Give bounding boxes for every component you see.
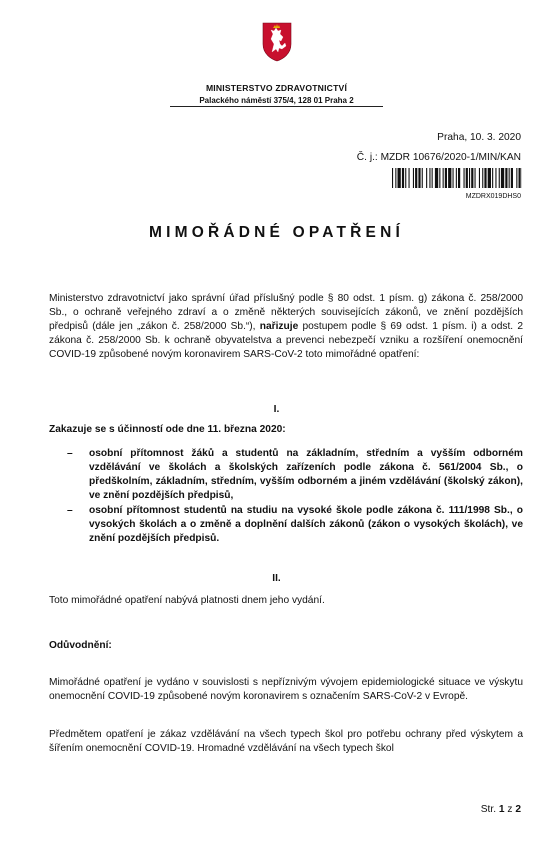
barcode-bar [516, 168, 517, 188]
page-number [481, 804, 521, 815]
barcode-bar [495, 168, 496, 188]
list-item [67, 447, 523, 503]
barcode-bar [471, 168, 473, 188]
barcode-bar [456, 168, 457, 188]
barcode [392, 168, 522, 188]
header-divider [170, 106, 383, 107]
barcode-bar [418, 168, 420, 188]
barcode-text: MZDRX019DHS0 [465, 193, 521, 200]
barcode-bar [505, 168, 507, 188]
ministry-address: Palackého náměstí 375/4, 128 01 Praha 2 [199, 96, 354, 105]
barcode-bar [488, 168, 491, 188]
barcode-bar [392, 168, 393, 188]
dash-bullet: – [67, 505, 73, 516]
barcode-bar [499, 168, 500, 188]
validity-paragraph: Toto mimořádné opatření nabývá platnosti dnem jeho vydání. [49, 595, 325, 606]
barcode-bar [395, 168, 396, 188]
list-item-text: osobní přítomnost žáků a studentů na základním, středním a vyšším odborném vzdělávání ve školách a školských zařízeních podle zákona č. 561/2004 Sb., o předškolním, základním, středním, vyšším odborném a jiném vzdělávání (školský zákon), ve znění pozdějších předpisů, [89, 448, 523, 501]
section-1-heading: Zakazuje se s účinností ode dne 11. března 2020: [49, 424, 286, 435]
prohibition-list [67, 447, 523, 547]
barcode-bar [453, 168, 454, 188]
barcode-bar [405, 168, 406, 188]
justification-paragraph-2: Předmětem opatření je zákaz vzdělávání na všech typech škol pro potřebu ochrany před výskytem a šířením onemocnění COVID-19. Hromadné vzdělávání na všech typech škol [49, 729, 523, 754]
barcode-bar [432, 168, 433, 188]
justification-paragraph-1: Mimořádné opatření je vydáno v souvislosti s nepříznivým vývojem epidemiologické situace ve výskytu onemocnění COVID-19 způsobené novým koronavirem s označením SARS-CoV-2 v Evropě. [49, 677, 523, 702]
barcode-bar [426, 168, 427, 188]
czech-lion-coat-of-arms-icon [262, 22, 292, 62]
barcode-bar [484, 168, 486, 188]
barcode-bar [413, 168, 414, 188]
dash-bullet: – [67, 448, 73, 459]
intro-text-before: Ministerstvo zdravotnictví jako správní úřad příslušný podle § 80 odst. 1 písm. g) zákona č. 258/2000 Sb., o ochraně veřejného zdraví a o změně některých souvisejících zákonů, ve znění pozdějších předpisů (dále jen „zákon č. 258/2000 Sb.“), [49, 293, 523, 332]
barcode-bar [492, 168, 493, 188]
page-number-prefix: Str. [480, 804, 499, 815]
justification-heading: Odůvodnění: [49, 640, 112, 651]
section-1-numeral: I. [273, 404, 280, 415]
barcode-bar [519, 168, 521, 188]
page-total: 2 [515, 804, 521, 815]
barcode-bar [475, 168, 476, 188]
barcode-bar [443, 168, 444, 188]
page-current: 1 [498, 804, 505, 815]
intro-verb: nařizuje [259, 321, 299, 332]
barcode-bar [458, 168, 460, 188]
barcode-bar [402, 168, 404, 188]
intro-text-after: postupem podle § 69 odst. 1 písm. i) a odst. 2 zákona č. 258/2000 Sb. k ochraně obyvatelstva a prevenci nebezpečí vzniku a rozšíření onemocnění COVID-19 způsobené novým koronavirem SARS-CoV-2 toto mimořádné opatření: [49, 321, 523, 360]
intro-paragraph [49, 292, 523, 362]
barcode-bar [439, 168, 440, 188]
barcode-bar [429, 168, 430, 188]
reference-number: Č. j.: MZDR 10676/2020-1/MIN/KAN [356, 152, 521, 163]
place-date: Praha, 10. 3. 2020 [437, 132, 521, 143]
barcode-bar [445, 168, 447, 188]
barcode-bar [448, 168, 451, 188]
barcode-bar [482, 168, 483, 188]
list-item [67, 504, 523, 546]
barcode-bar [409, 168, 410, 188]
barcode-bar [501, 168, 504, 188]
barcode-bar [466, 168, 468, 188]
barcode-bar [509, 168, 510, 188]
barcode-bar [469, 168, 470, 188]
barcode-bar [422, 168, 423, 188]
ministry-name: MINISTERSTVO ZDRAVOTNICTVÍ [205, 83, 348, 93]
barcode-bar [464, 168, 465, 188]
barcode-bar [398, 168, 401, 188]
section-2-numeral: II. [272, 573, 281, 584]
document-title: MIMOŘÁDNÉ OPATŘENÍ [149, 224, 404, 241]
barcode-bar [415, 168, 417, 188]
barcode-bar [511, 168, 513, 188]
list-item-text: osobní přítomnost studentů na studiu na vysoké škole podle zákona č. 111/1998 Sb., o vysokých školách a o změně a doplnění dalších zákonů (zákon o vysokých školách), ve znění pozdějších předpisů. [89, 505, 523, 544]
barcode-bar [435, 168, 438, 188]
barcode-bar [479, 168, 480, 188]
page-number-middle: z [504, 804, 516, 815]
